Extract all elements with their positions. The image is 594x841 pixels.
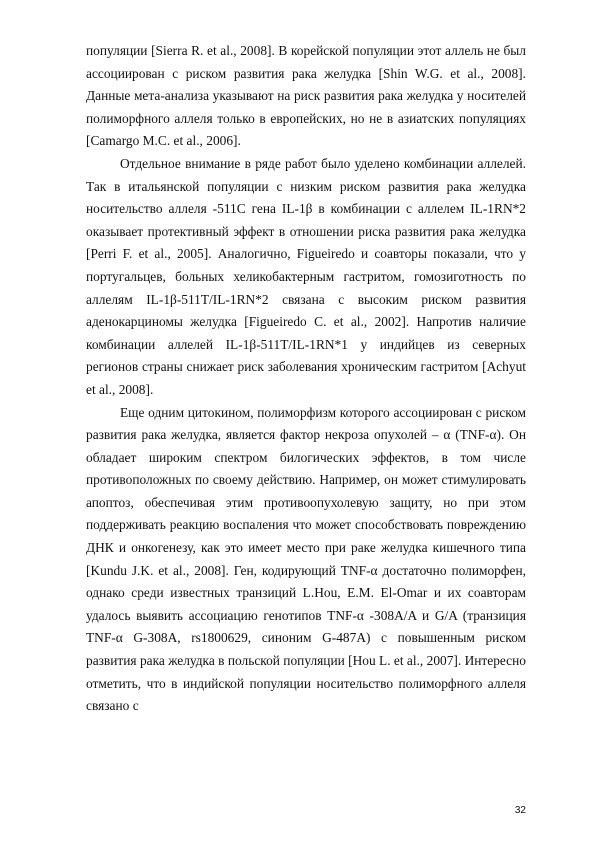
paragraph-3: Еще одним цитокином, полиморфизм которого ассоциирован с риском развития рака желудка, является фактор некроза опухолей – α (TNF-α). Он обладает широким спектром билогических эффектов, в том числе противоположных по своему действию. Например, он может стимулировать апоптоз, обеспечивая этим противоопухолевую защиту, но при этом поддерживать реакцию воспаления что может способствовать повреждению ДНК и онкогенезу, как это имеет место при раке желудка кишечного типа [Kundu J.K. et al., 2008]. Ген, кодирующий TNF-α достаточно полиморфен, однако среди известных транзиций L.Hou, E.M. El-Omar и их соавторам удалось выявить ассоциацию генотипов TNF-α -308A/A и G/A (транзиция TNF-α G-308A, rs1800629, синоним G-487A) с повышенным риском развития рака желудка в польской популяции [Hou L. et al., 2007]. Интересно отметить, что в индийской популяции носительство полиморфного аллеля связано с bbox=[86, 404, 526, 714]
page-number: 32 bbox=[514, 805, 526, 816]
paragraph-2: Отдельное внимание в ряде работ было уделено комбинации аллелей. Так в итальянской популяции с низким риском развития рака желудка носительство аллеля -511С гена IL-1β в комбинации с аллелем IL-1RN*2 оказывает протективный эффект в отношении риска развития рака желудка [Perri F. et al., 2005]. Аналогично, Figueiredo и соавторы показали, что у португальцев, больных хеликобактерным гастритом, гомозиготность по аллелям IL-1β-511T/IL-1RN*2 связана с высоким риском развития аденокарциномы желудка [Figueiredo C. et al., 2002]. Напротив наличие комбинации аллелей IL-1β-511T/IL-1RN*1 у индийцев из северных регионов страны снижает риск заболевания хроническим гастритом [Achyut et al., 2008]. bbox=[86, 155, 526, 397]
paragraph-1: популяции [Sierra R. et al., 2008]. В корейской популяции этот аллель не был ассоциирован с риском развития рака желудка [Shin W.G. et al., 2008]. Данные мета-анализа указывают на риск развития рака желудка у носителей полиморфного аллеля только в европейских, но не в азиатских популяциях [Camargo M.C. et al., 2006]. bbox=[86, 43, 526, 149]
document-body bbox=[86, 40, 526, 718]
